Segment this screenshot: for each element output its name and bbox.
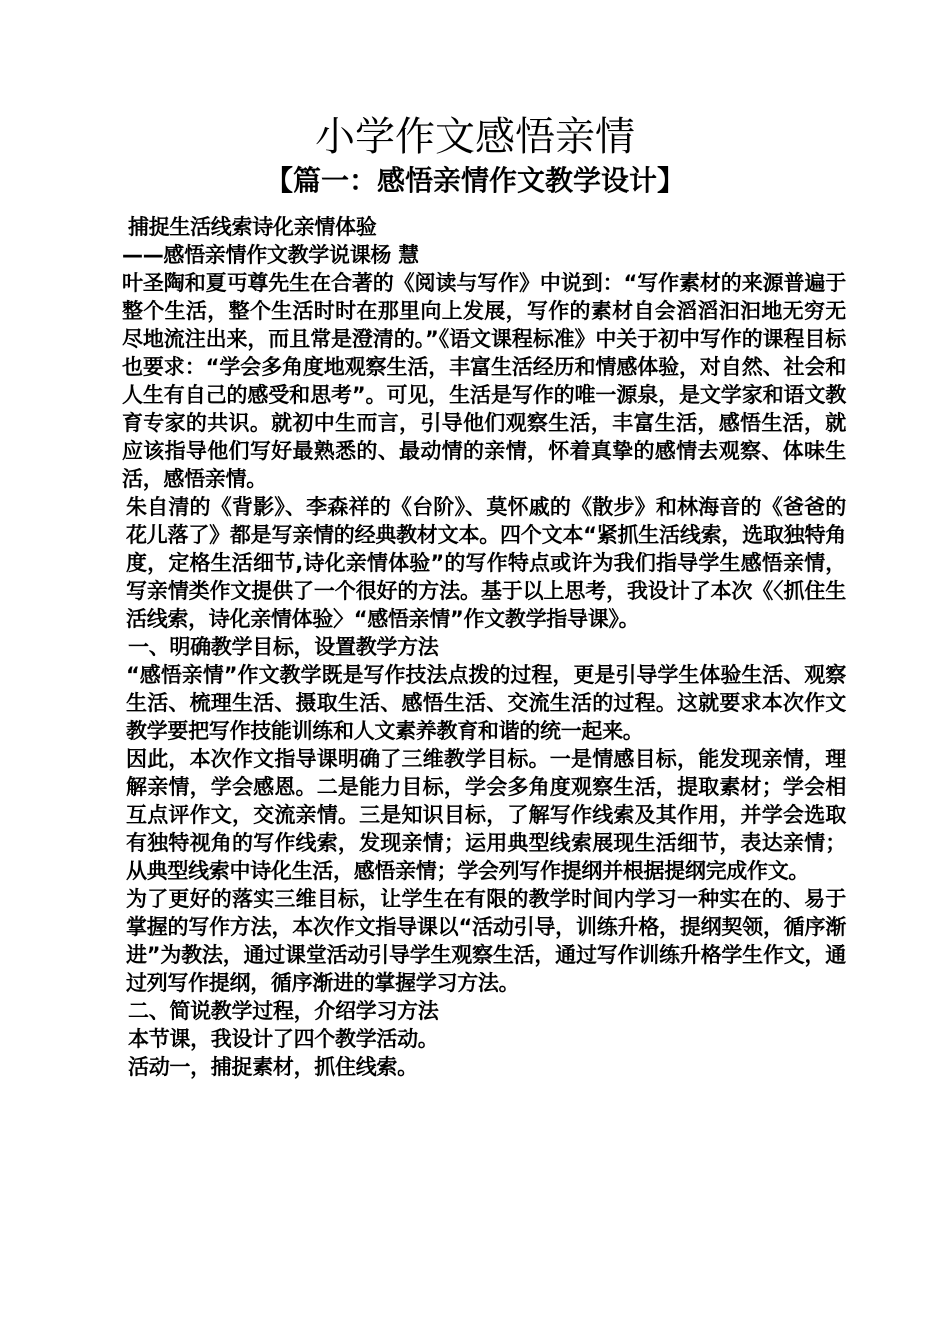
body-paragraph: “感悟亲情”作文教学既是写作技法点拨的过程，更是引导学生体验生活、观察生活、梳理生活、摄取生活、感悟生活、交流生活的过程。这就要求本次作文教学要把写作技能训练和人文素养教育和谐的统一起来。 [126,663,846,743]
body-paragraph: 朱自清的《背影》、李森祥的《台阶》、莫怀戚的《散步》和林海音的《爸爸的花儿落了》都是写亲情的经典教材文本。四个文本“紧抓生活线索，选取独特角度，定格生活细节,诗化亲情体验”的写作特点或许为我们指导学生感悟亲情，写亲情类作文提供了一个很好的方法。基于以上思考，我设计了本次《〈抓住生活线索，诗化亲情体验〉“感悟亲情”作文教学指导课》。 [126,495,846,631]
document-body [116,213,846,1081]
section-heading: 一、明确教学目标，设置教学方法 [128,635,439,659]
section-heading: 二、简说教学过程，介绍学习方法 [128,999,439,1023]
document-subtitle: 【篇一：感悟亲情作文教学设计】 [264,164,685,197]
article-heading: 捕捉生活线索诗化亲情体验 [128,215,377,239]
body-paragraph: 因此，本次作文指导课明确了三维教学目标。一是情感目标，能发现亲情，理解亲情，学会感恩。二是能力目标，学会多角度观察生活，提取素材；学会相互点评作文，交流亲情。三是知识目标，了解写作线索及其作用，并学会选取有独特视角的写作线索，发现亲情；运用典型线索展现生活细节，表达亲情；从典型线索中诗化生活，感悟亲情；学会列写作提纲并根据提纲完成作文。 [126,747,846,883]
body-paragraph: 活动一，捕捉素材，抓住线索。 [128,1055,418,1079]
document-title: 小学作文感悟亲情 [315,114,635,160]
body-paragraph: 为了更好的落实三维目标，让学生在有限的教学时间内学习一种实在的、易于掌握的写作方法，本次作文指导课以“活动引导，训练升格，提纲契领，循序渐进”为教法，通过课堂活动引导学生观察生活，通过写作训练升格学生作文，通过列写作提纲，循序渐进的掌握学习方法。 [126,887,846,995]
body-paragraph: 本节课，我设计了四个教学活动。 [128,1027,439,1051]
article-byline: ——感悟亲情作文教学说课杨 慧 [122,243,419,267]
body-paragraph: 叶圣陶和夏丏尊先生在合著的《阅读与写作》中说到：“写作素材的来源普遍于整个生活，整个生活时时在那里向上发展，写作的素材自会滔滔汩汩地无穷无尽地流注出来，而且常是澄清的。”《语文课程标准》中关于初中写作的课程目标也要求：“学会多角度地观察生活，丰富生活经历和情感体验，对自然、社会和人生有自己的感受和思考”。可见，生活是写作的唯一源泉，是文学家和语文教育专家的共识。就初中生而言，引导他们观察生活，丰富生活，感悟生活，就应该指导他们写好最熟悉的、最动情的亲情，怀着真挚的感情去观察、体味生活，感悟亲情。 [122,271,846,491]
